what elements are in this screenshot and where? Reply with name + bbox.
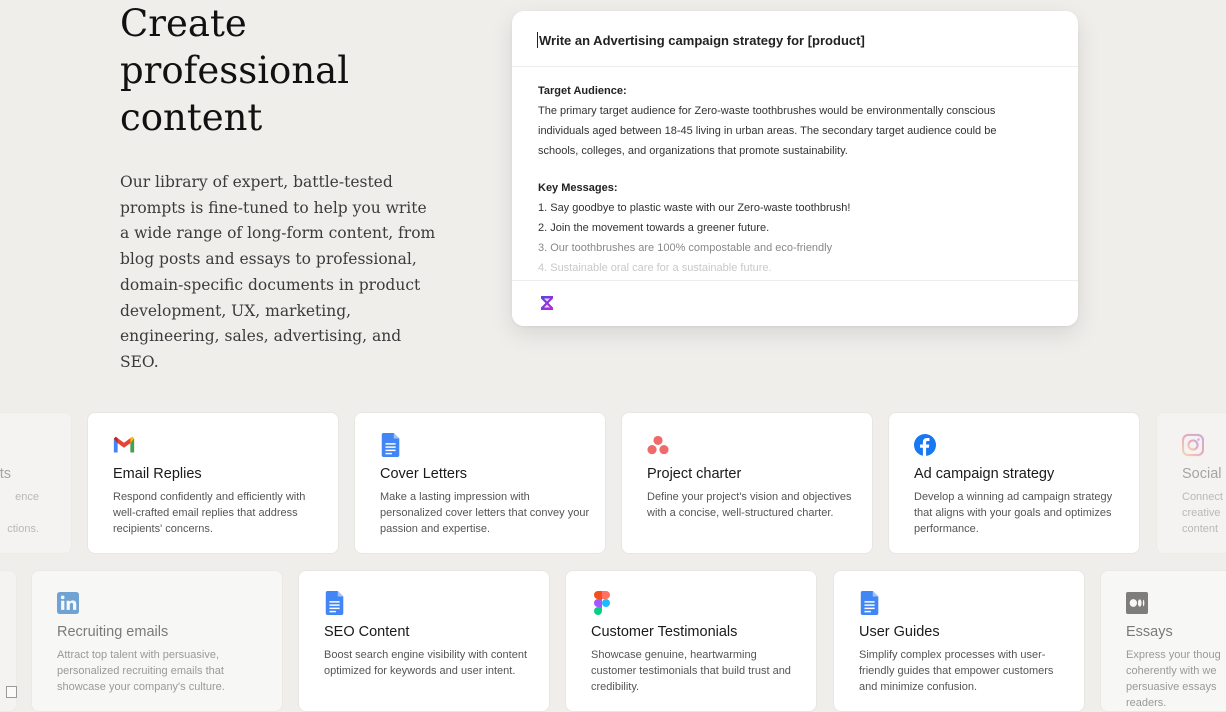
template-card-desc: creative [1182, 507, 1221, 519]
template-card-project-charter[interactable] [621, 412, 873, 554]
hero-description: Our library of expert, battle-tested prompts is fine-tuned to help you write a wide range of long-form content, from blog posts and essays to professional, domain-specific documents in product development, UX, marketing, engineering, sales, advertising, and SEO. [120, 173, 436, 371]
template-card-recruiting-emails[interactable] [31, 570, 283, 712]
key-message: 1. Say goodbye to plastic waste with our Zero-waste toothbrush! [538, 202, 851, 214]
template-card-desc: coherently with we [1126, 665, 1217, 677]
prompt-demo-card [512, 11, 1078, 326]
template-card-desc: Make a lasting impression with personalized cover letters that convey your passion and expertise. [380, 491, 590, 535]
google-docs-icon [859, 591, 881, 615]
template-card-essays[interactable] [1100, 570, 1226, 712]
target-audience-heading: Target Audience: [538, 85, 627, 97]
template-card-desc: content [1182, 523, 1219, 535]
template-card-social[interactable] [1156, 412, 1226, 554]
key-messages-heading: Key Messages: [538, 182, 618, 194]
template-card-title: ts [0, 466, 11, 482]
instagram-icon [1182, 433, 1204, 457]
template-card-desc: ctions. [7, 523, 39, 535]
template-card-desc: persuasive essays [1126, 681, 1217, 693]
linkedin-icon [57, 591, 79, 615]
google-docs-icon [380, 433, 402, 457]
template-card-desc: Attract top talent with persuasive, personalized recruiting emails that showcase your company's culture. [57, 649, 225, 693]
template-card-seo-content[interactable] [298, 570, 550, 712]
key-message: 4. Sustainable oral care for a sustainable future. [538, 262, 772, 274]
template-card-ad-campaign[interactable] [888, 412, 1140, 554]
template-card-title: Ad campaign strategy [914, 466, 1055, 482]
gmail-icon [113, 433, 135, 457]
text-cursor [537, 32, 538, 48]
template-card-title: Essays [1126, 624, 1173, 640]
hero-title-line: professional [120, 49, 350, 92]
template-card-desc: Connect [1182, 491, 1223, 503]
hero-title-line: content [120, 96, 263, 139]
google-docs-icon [324, 591, 346, 615]
template-card-title: Customer Testimonials [591, 624, 738, 640]
template-card-cover-letters[interactable] [354, 412, 606, 554]
template-card-desc: Showcase genuine, heartwarming customer testimonials that build trust and credibility. [591, 649, 791, 693]
key-message: 2. Join the movement towards a greener future. [538, 222, 770, 234]
template-card-user-guides[interactable] [833, 570, 1085, 712]
hero-title-line: Create [120, 2, 247, 45]
template-card-desc: readers. [1126, 697, 1167, 709]
template-card-desc: Simplify complex processes with user-friendly guides that empower customers and minimize confusion. [859, 649, 1054, 693]
template-card-email-replies[interactable] [87, 412, 339, 554]
template-card-title: Email Replies [113, 466, 202, 482]
template-card-desc [7, 505, 39, 521]
prompt-response [538, 81, 1038, 278]
template-card-title: User Guides [859, 624, 940, 640]
template-card-desc: Develop a winning ad campaign strategy that aligns with your goals and optimizes performance. [914, 491, 1113, 535]
key-message: 3. Our toothbrushes are 100% compostable and eco-friendly [538, 242, 833, 254]
template-card-desc: Boost search engine visibility with content optimized for keywords and user intent. [324, 649, 527, 677]
template-card-title: Social [1182, 466, 1222, 482]
template-card-customer-testimonials[interactable] [565, 570, 817, 712]
prompt-input[interactable]: Write an Advertising campaign strategy for [product] [539, 33, 865, 48]
broken-image-icon [6, 686, 17, 698]
figma-icon [591, 591, 613, 615]
hourglass-logo-icon [539, 295, 555, 311]
facebook-icon [914, 433, 936, 457]
template-card[interactable] [0, 412, 72, 554]
template-card-title: Recruiting emails [57, 624, 169, 640]
asana-icon [647, 433, 669, 457]
template-card-title: Project charter [647, 466, 742, 482]
medium-icon [1126, 591, 1148, 615]
template-card-desc: Define your project's vision and objectives with a concise, well-structured charter. [647, 491, 852, 519]
template-card-desc: ence [15, 491, 39, 503]
target-audience-text: The primary target audience for Zero-waste toothbrushes would be environmentally conscious individuals aged between 18-45 living in urban areas. The secondary target audience could be schools, colleges, and organizations that promote sustainability. [538, 105, 997, 157]
template-card-desc: Express your thoug [1126, 649, 1221, 661]
prompt-footer [512, 280, 1078, 326]
hero-title [120, 0, 420, 141]
template-card-title: SEO Content [324, 624, 410, 640]
template-card-title: Cover Letters [380, 466, 468, 482]
template-card-desc: Respond confidently and efficiently with well-crafted email replies that address recipients' concerns. [113, 491, 306, 535]
prompt-header [512, 11, 1078, 67]
